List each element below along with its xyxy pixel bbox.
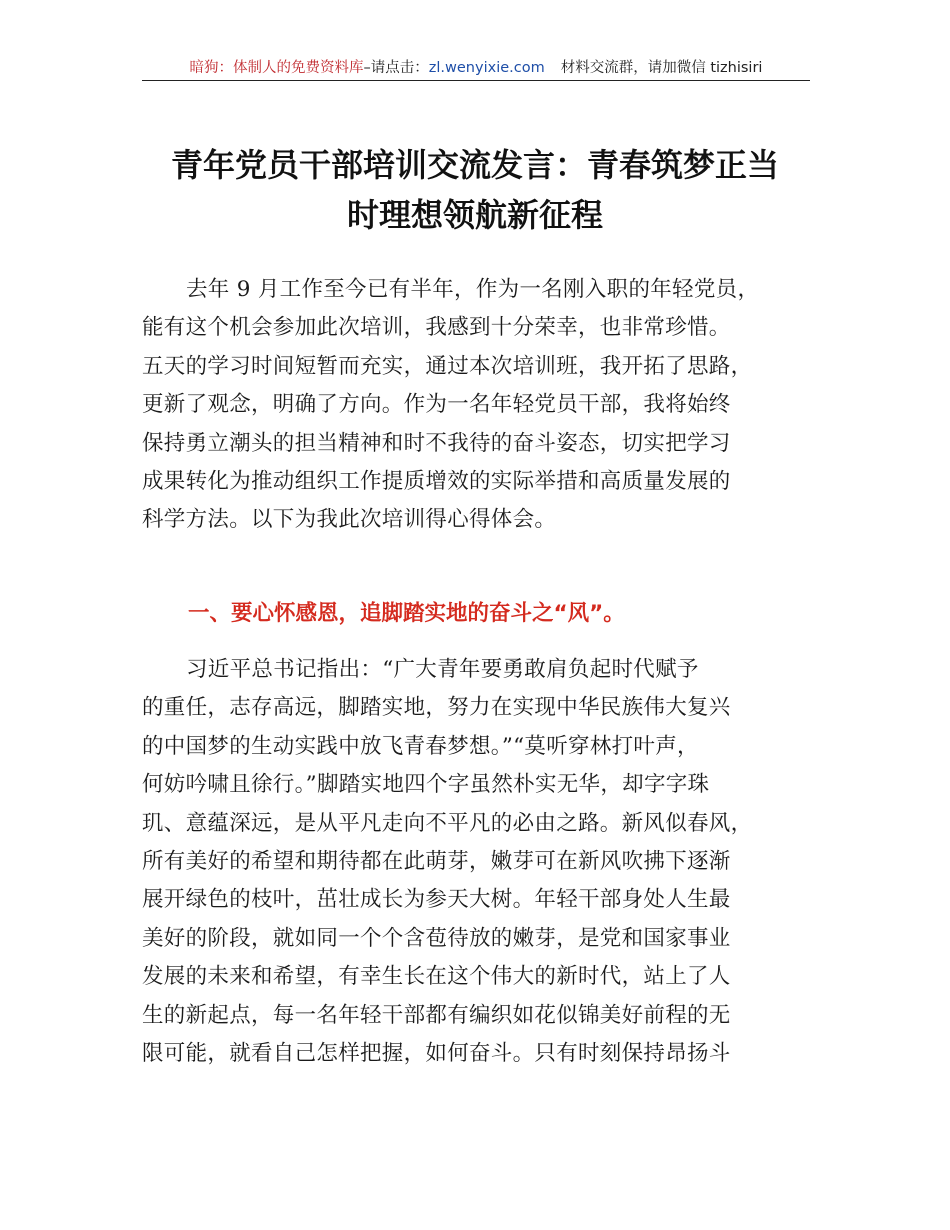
paragraph-line: 生的新起点，每一名年轻干部都有编织如花似锦美好前程的无 xyxy=(142,1002,731,1028)
paragraph-line: 美好的阶段，就如同一个个含苞待放的嫩芽，是党和国家事业 xyxy=(142,925,731,951)
paragraph-line: 限可能，就看自己怎样把握，如何奋斗。只有时刻保持昂扬斗 xyxy=(142,1041,731,1067)
paragraph-line: 保持勇立潮头的担当精神和时不我待的奋斗姿态，切实把学习 xyxy=(142,430,731,456)
paragraph-line: 科学方法。以下为我此次培训得心得体会。 xyxy=(142,507,557,533)
paragraph-line: 更新了观念，明确了方向。作为一名年轻党员干部，我将始终 xyxy=(142,392,731,418)
paragraph-line: 五天的学习时间短暂而充实，通过本次培训班，我开拓了思路， xyxy=(142,353,753,379)
paragraph-line: 能有这个机会参加此次培训，我感到十分荣幸，也非常珍惜。 xyxy=(142,315,731,341)
page-header xyxy=(142,56,810,81)
paragraph-line: 展开绿色的枝叶，茁壮成长为参天大树。年轻干部身处人生最 xyxy=(142,887,731,913)
section-heading-1: 一、要心怀感恩，追脚踏实地的奋斗之“风”。 xyxy=(188,601,625,626)
header-site-name: 暗狗：体制人的免费资料库 xyxy=(189,60,364,76)
paragraph-line: 习近平总书记指出：“广大青年要勇敢肩负起时代赋予 xyxy=(186,657,699,682)
header-url-link[interactable]: zl.wenyixie.com xyxy=(428,60,545,76)
paragraph-section-1 xyxy=(142,651,810,1073)
document-title xyxy=(130,140,820,240)
paragraph-line: 玑、意蕴深远，是从平凡走向不平凡的必由之路。新风似春风， xyxy=(142,810,753,836)
paragraph-line: 成果转化为推动组织工作提质增效的实际举措和高质量发展的 xyxy=(142,469,731,495)
paragraph-line: 的中国梦的生动实践中放飞青春梦想。”“莫听穿林打叶声， xyxy=(142,733,699,759)
header-group-note: 材料交流群，请加微信 tizhisiri xyxy=(560,60,763,76)
paragraph-line: 去年 9 月工作至今已有半年，作为一名刚入职的年轻党员， xyxy=(186,277,760,302)
paragraph-line: 的重任，志存高远，脚踏实地，努力在实现中华民族伟大复兴 xyxy=(142,695,731,721)
paragraph-line: 何妨吟啸且徐行。”脚踏实地四个字虽然朴实无华，却字字珠 xyxy=(142,772,710,798)
header-click-prompt: –请点击： xyxy=(363,60,429,76)
paragraph-intro xyxy=(142,271,810,540)
title-line-1: 青年党员干部培训交流发言：青春筑梦正当 xyxy=(170,146,779,184)
paragraph-line: 发展的未来和希望，有幸生长在这个伟大的新时代，站上了人 xyxy=(142,964,731,990)
paragraph-line: 所有美好的希望和期待都在此萌芽，嫩芽可在新风吹拂下逐渐 xyxy=(142,849,731,875)
title-line-2: 时理想领航新征程 xyxy=(346,196,603,234)
